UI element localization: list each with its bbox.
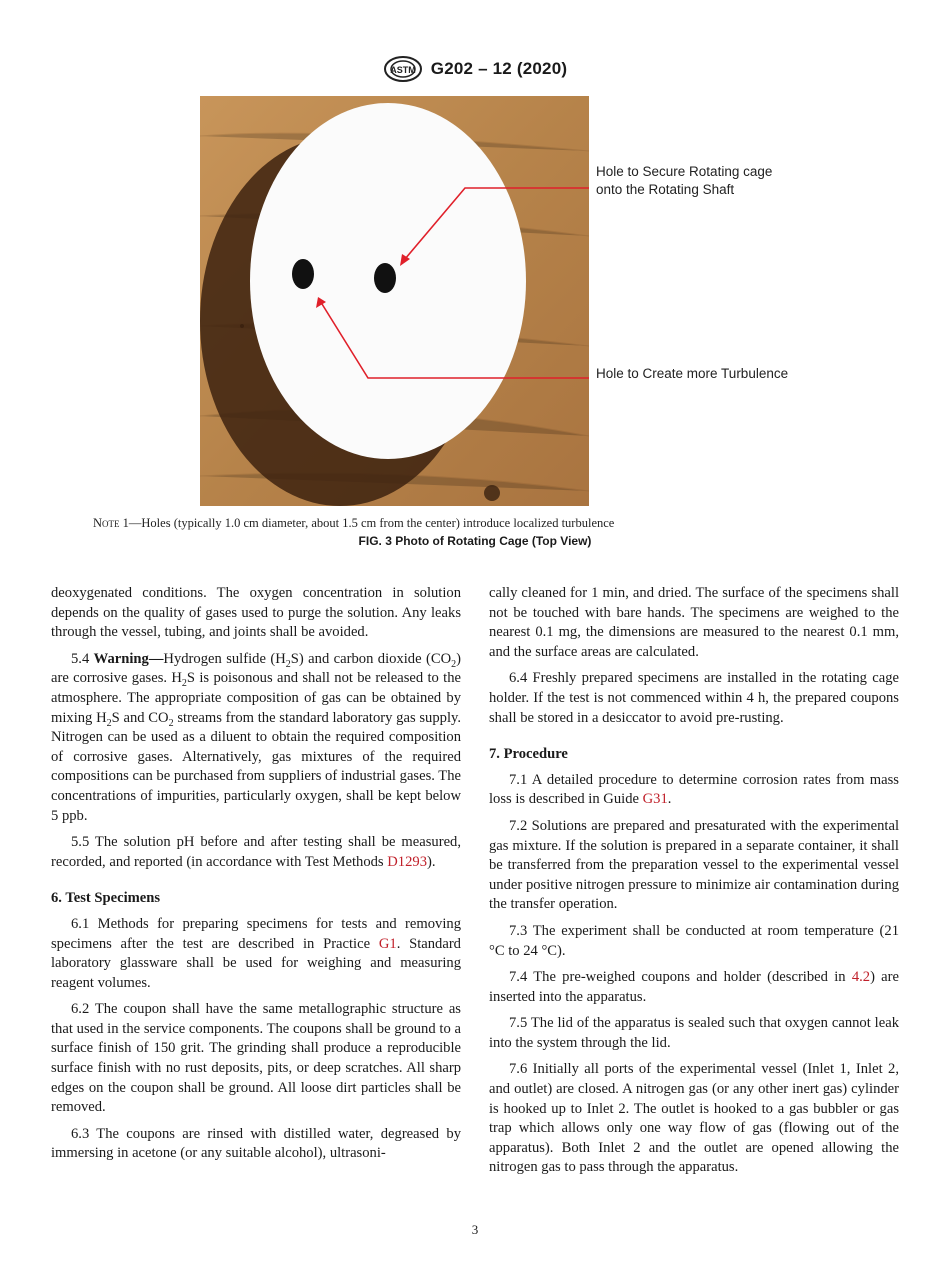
note-text: 1—Holes (typically 1.0 cm diameter, about 1.5 cm from the center) introduce localized turbulence [119,516,615,530]
paragraph-6-2: 6.2 The coupon shall have the same metallographic structure as that used in the service components. The coupons shall be ground to a surface finish of 150 grit. The grinding shall produce a reproducible surface finish with no rust deposits, pits, or deep scratches. All sharp edges on the coupon shall be ground. All loose dirt particles shall be removed. [51,1001,461,1116]
section-heading-6: 6. Test Specimens [51,890,161,907]
paragraph-continued-right: cally cleaned for 1 min, and dried. The surface of the specimens shall not be touched with bare hands. The specimens are weighed to the nearest 0.1 mg, the dimensions are measured to the nearest 0.1 mm, and the surface areas are calculated. [489,585,899,660]
logo-text: ASTM [390,65,416,75]
section-heading-7: 7. Procedure [489,746,568,763]
link-d1293[interactable]: D1293 [387,853,427,870]
figure-caption: FIG. 3 Photo of Rotating Cage (Top View) [358,534,592,548]
warning-label: Warning— [93,650,164,667]
astm-logo-icon [383,56,423,82]
paragraph-7-1: 7.1 A detailed procedure to determine corrosion rates from mass loss is described in Guide G31. [489,771,899,808]
callout-turbulence-hole: Hole to Create more Turbulence [596,366,789,381]
paragraph-6-4: 6.4 Freshly prepared specimens are installed in the rotating cage holder. If the test is not commenced within 4 h, the prepared coupons shall be stored in a desiccator to avoid pre-rusting. [489,670,899,726]
page-number: 3 [471,1222,479,1237]
shaft-hole [374,263,396,293]
link-4-2[interactable]: 4.2 [851,969,871,986]
page-header [0,56,950,82]
standard-code: G202 – 12 (2020) [430,59,568,78]
link-g31[interactable]: G31 [642,791,668,808]
paragraph-7-3: 7.3 The experiment shall be conducted at room temperature (21 °C to 24 °C). [489,922,899,959]
callout-shaft-hole: Hole to Secure Rotating cage onto the Rotating Shaft [596,164,773,197]
paragraph-5-4: 5.4 Warning—Hydrogen sulfide $(H_2S)$ and carbon dioxide $(CO_2)$ are corrosive gases. $H_2S$ is poisonous and shall not be released to the atmosphere. The appropriate composition of gas can be obtained by mixing $H_2S$ and $CO_2$ streams from the standard laboratory gas supply. Nitrogen can be used as a diluent to obtain the required composition of corrosive gases. Alternatively, gas mixtures of the required compositions can be purchased from suppliers of industrial gases. The concentrations of impurities, particularly oxygen, shall be kept below 5 ppb. [51,650,462,824]
paragraph-6-3: 6.3 The coupons are rinsed with distilled water, degreased by immersing in acetone (or any suitable alcohol), ultrasoni- [51,1125,461,1162]
right-column [489,584,899,1185]
paragraph-7-6: 7.6 Initially all ports of the experimental vessel (Inlet 1, Inlet 2, and outlet) are closed. A nitrogen gas (or any other inert gas) cylinder is hooked up to Inlet 2. The outlet is hooked to a gas bubbler or gas trap which allows only one way flow of gas (flowing out of the apparatus). Both Inlet 2 and the outlet are opened allowing the nitrogen gas to pass through the apparatus. [489,1061,899,1176]
note-label: Note [93,516,120,530]
turbulence-hole [292,259,314,289]
paragraph-7-2: 7.2 Solutions are prepared and presaturated with the experimental gas mixture. If the solution is prepared in a separate container, it shall be transferred from the preparation vessel to the experimental vessel under positive nitrogen pressure to minimize air contamination during the transfer operation. [489,817,899,913]
rotating-cage-photo [200,96,589,506]
link-g1[interactable]: G1 [378,935,397,952]
paragraph-6-1: 6.1 Methods for preparing specimens for tests and removing specimens after the test are described in Practice G1. Standard laboratory glassware shall be used for weighing and measuring reagent volumes. [51,915,461,991]
paragraph-continued: deoxygenated conditions. The oxygen concentration in solution depends on the quality of gases used to purge the solution. Any leaks through the vessel, tubing, and joints shall be avoided. [51,585,461,641]
paragraph-7-5: 7.5 The lid of the apparatus is sealed such that oxygen cannot leak into the system through the lid. [489,1015,899,1051]
paragraph-7-4: 7.4 The pre-weighed coupons and holder (described in 4.2) are inserted into the apparatus. [489,969,899,1005]
paragraph-5-5: 5.5 The solution pH before and after testing shall be measured, recorded, and reported (in accordance with Test Methods D1293). [51,834,461,870]
left-column [51,584,461,1171]
figure-note [93,516,614,531]
